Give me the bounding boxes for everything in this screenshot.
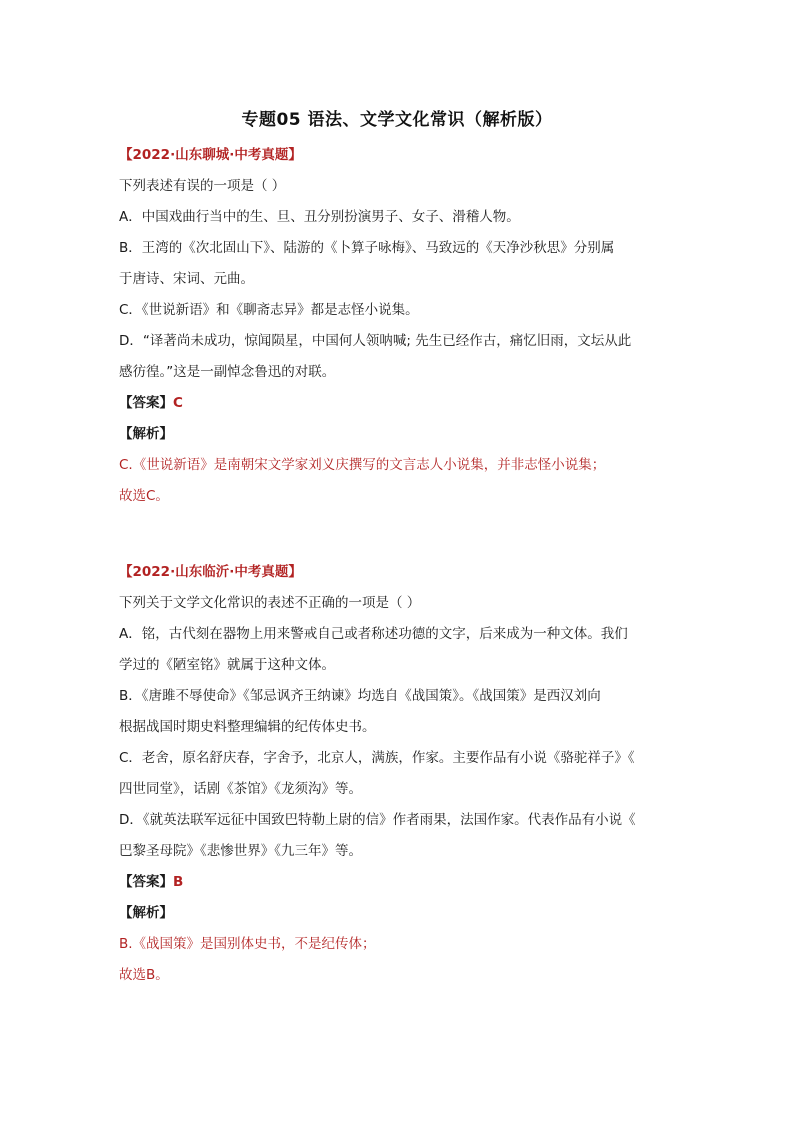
page-title: 专题05 语法、文学文化常识（解析版） <box>241 110 553 130</box>
option-line: D．“译著尚未成功，惊闻陨星，中国何人领呐喊; 先生已经作古，痛忆旧雨，文坛从此 <box>119 333 632 349</box>
option-line: 巴黎圣母院》《悲惨世界》《九三年》等。 <box>119 843 362 859</box>
question-source: 【2022·山东临沂·中考真题】 <box>119 564 302 580</box>
answer-tag: 【答案】 <box>119 395 173 411</box>
analysis-line: 故选C。 <box>119 488 169 504</box>
option-line: B．王湾的《次北固山下》、陆游的《卜算子咏梅》、马致远的《天净沙秋思》分别属 <box>119 240 615 256</box>
answer-row <box>119 388 679 419</box>
question-1 <box>119 140 679 512</box>
question-source: 【2022·山东聊城·中考真题】 <box>119 147 302 163</box>
option-line: 学过的《陋室铭》就属于这种文体。 <box>119 657 335 673</box>
option-line: 感彷徨。”这是一副悼念鲁迅的对联。 <box>119 364 336 380</box>
answer-value: B <box>173 874 184 890</box>
question-2 <box>119 557 679 991</box>
answer-value: C <box>173 395 183 411</box>
analysis-line: B.《战国策》是国别体史书，不是纪传体； <box>119 936 376 952</box>
analysis-line: 故选B。 <box>119 967 169 983</box>
option-line: C．老舍，原名舒庆春，字舍予，北京人，满族，作家。主要作品有小说《骆驼祥子》《 <box>119 750 635 766</box>
option-line: 于唐诗、宋词、元曲。 <box>119 271 254 287</box>
option-line: 四世同堂》，话剧《茶馆》《龙须沟》等。 <box>119 781 362 797</box>
analysis-line: C.《世说新语》是南朝宋文学家刘义庆撰写的文言志人小说集，并非志怪小说集； <box>119 457 606 473</box>
option-line: C．《世说新语》和《聊斋志异》都是志怪小说集。 <box>119 302 419 318</box>
analysis-tag: 【解析】 <box>119 905 173 921</box>
option-line: A．中国戏曲行当中的生、旦、丑分别扮演男子、女子、滑稽人物。 <box>119 209 520 225</box>
question-stem: 下列表述有误的一项是（ ） <box>119 178 286 194</box>
option-line: B．《唐雎不辱使命》《邹忌讽齐王纳谏》均选自《战国策》。《战国策》是西汉刘向 <box>119 688 601 704</box>
option-line: 根据战国时期史料整理编辑的纪传体史书。 <box>119 719 376 735</box>
option-line: D．《就英法联军远征中国致巴特勒上尉的信》作者雨果，法国作家。代表作品有小说《 <box>119 812 636 828</box>
option-line: A．铭，古代刻在器物上用来警戒自己或者称述功德的文字，后来成为一种文体。我们 <box>119 626 628 642</box>
question-stem: 下列关于文学文化常识的表述不正确的一项是（ ） <box>119 595 421 611</box>
answer-tag: 【答案】 <box>119 874 173 890</box>
answer-row <box>119 867 679 898</box>
analysis-tag: 【解析】 <box>119 426 173 442</box>
